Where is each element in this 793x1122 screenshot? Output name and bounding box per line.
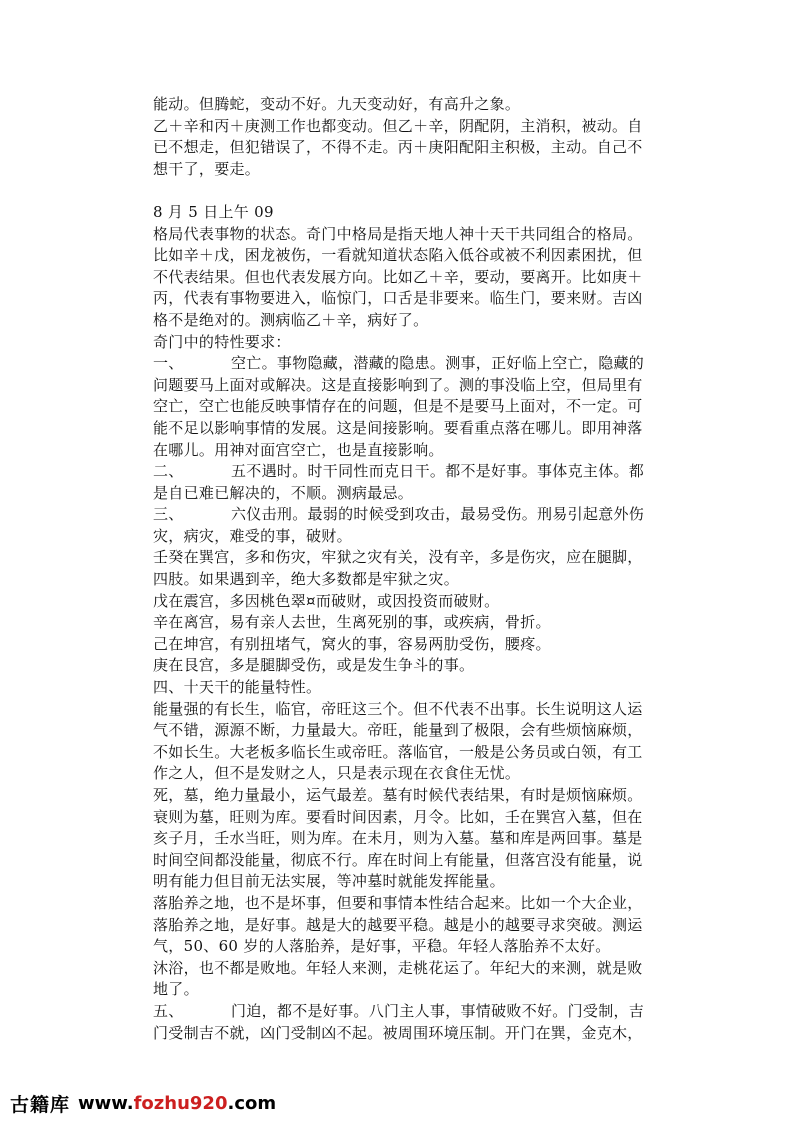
- section-number: 三、: [153, 505, 184, 524]
- text-line: 死，墓，绝力量最小，运气最差。墓有时候代表结果，有时是烦恼麻烦。: [153, 786, 643, 804]
- text-line: 能不足以影响事情的发展。这是间接影响。要看重点落在哪儿。即用神落: [153, 418, 643, 437]
- text-line: 门受制吉不就，凶门受制凶不起。被周围环境压制。开门在巽，金克木，: [153, 1023, 643, 1042]
- blank-line: [153, 180, 673, 202]
- site-name: 古籍库: [10, 1093, 71, 1116]
- section-number: 二、: [153, 462, 184, 481]
- text-line: 沐浴，也不都是败地。年轻人来测，走桃花运了。年纪大的来测，就是败: [153, 958, 643, 977]
- text-line: 庚在艮宫，多是腿脚受伤，或是发生争斗的事。: [153, 656, 475, 675]
- text-line: 丙，代表有事物要进入，临惊门，口舌是非要来。临生门，要来财。吉凶: [153, 289, 643, 308]
- text-line: 乙＋辛和丙＋庚测工作也都变动。但乙＋辛，阴配阴，主消积，被动。自: [153, 116, 643, 135]
- text-line: 灾，病灾，难受的事，破财。: [153, 526, 352, 545]
- text-line: 落胎养之地，也不是坏事，但要和事情本性结合起来。比如一个大企业，: [153, 893, 643, 912]
- text-line: 想干了，要走。: [153, 159, 261, 178]
- text-line: 戊在震宫，多因桃色翠¤而破财，或因投资而破财。: [153, 591, 500, 610]
- text-line: 作之人，但不是发财之人，只是表示现在衣食住无忧。: [153, 764, 521, 783]
- text-line: 地了。: [153, 980, 199, 999]
- text-line: 亥子月，壬水当旺，则为库。在未月，则为入墓。墓和库是两回事。墓是: [153, 829, 643, 848]
- section-text: 五不遇时。时干同性而克日干。都不是好事。事体克主体。都: [231, 462, 645, 481]
- section-text: 六仪击刑。最弱的时候受到攻击，最易受伤。刑易引起意外伤: [231, 505, 645, 524]
- text-line: 气不错，源源不断，力量最大。帝旺，能量到了极限，会有些烦恼麻烦，: [153, 721, 643, 740]
- numbered-paragraph-line: [153, 461, 673, 483]
- numbered-paragraph-line: [153, 1001, 673, 1023]
- text-line: 已不想走，但犯错误了，不得不走。丙＋庚阳配阳主积极，主动。自己不: [153, 138, 643, 157]
- section-text: 空亡。事物隐藏，潜藏的隐患。测事，正好临上空亡，隐藏的: [231, 354, 645, 373]
- site-url-prefix: www.: [78, 1092, 134, 1114]
- text-line: 四、十天干的能量特性。: [153, 678, 322, 697]
- text-line: 不如长生。大老板多临长生或帝旺。落临官，一般是公务员或白领，有工: [153, 742, 643, 761]
- text-line: 格不是绝对的。测病临乙＋辛，病好了。: [153, 310, 429, 329]
- text-line: 时间空间都没能量，彻底不行。库在时间上有能量，但落宫没有能量，说: [153, 850, 643, 869]
- document-body: [153, 94, 673, 1044]
- text-line: 能量强的有长生，临官，帝旺这三个。但不代表不出事。长生说明这人运: [153, 699, 643, 718]
- text-line: 是自已难已解决的，不顺。测病最忌。: [153, 483, 414, 502]
- text-line: 格局代表事物的状态。奇门中格局是指天地人神十天干共同组合的格局。: [153, 224, 643, 243]
- text-line: 落胎养之地，是好事。越是大的越要平稳。越是小的越要寻求突破。测运: [153, 915, 643, 934]
- text-line: 明有能力但目前无法实展，等冲墓时就能发挥能量。: [153, 872, 505, 891]
- text-line: 己在坤宫，有别扭堵气，窝火的事，容易两肋受伤，腰疼。: [153, 634, 551, 653]
- section-number: 五、: [153, 1001, 184, 1020]
- text-line: 8 月 5 日上午 09: [153, 202, 274, 221]
- text-line: 衰则为墓，旺则为库。要看时间因素，月令。比如，壬在巽宫入墓，但在: [153, 807, 643, 826]
- text-line: 辛在离宫，易有亲人去世，生离死别的事，或疾病，骨折。: [153, 613, 551, 632]
- site-url-suffix: .com: [227, 1092, 277, 1114]
- text-line: 奇门中的特性要求：: [153, 332, 291, 351]
- text-line: 比如辛＋戊，困龙被伤，一看就知道状态陷入低谷或被不利因素困扰，但: [153, 246, 643, 265]
- text-line: 空亡，空亡也能反映事情存在的问题，但是不是要马上面对，不一定。可: [153, 397, 643, 416]
- text-line: 不代表结果。但也代表发展方向。比如乙＋辛，要动，要离开。比如庚＋: [153, 267, 643, 286]
- section-text: 门迫，都不是好事。八门主人事，事情破败不好。门受制，吉: [231, 1001, 645, 1020]
- numbered-paragraph-line: [153, 504, 673, 526]
- numbered-paragraph-line: [153, 353, 673, 375]
- watermark-footer: [10, 1088, 276, 1118]
- text-line: 在哪儿。用神对面宫空亡，也是直接影响。: [153, 440, 444, 459]
- text-line: 问题要马上面对或解决。这是直接影响到了。测的事没临上空，但局里有: [153, 375, 643, 394]
- text-line: 壬癸在巽宫，多和伤灾，牢狱之灾有关，没有辛，多是伤灾，应在腿脚，: [153, 548, 643, 567]
- text-line: 能动。但腾蛇，变动不好。九天变动好，有高升之象。: [153, 95, 521, 113]
- site-url-brand: fozhu920: [133, 1092, 228, 1114]
- text-line: 四肢。如果遇到辛，绝大多数都是牢狱之灾。: [153, 570, 460, 589]
- section-number: 一、: [153, 354, 184, 373]
- text-line: 气，50、60 岁的人落胎养，是好事，平稳。年轻人落胎养不太好。: [153, 937, 611, 956]
- site-url[interactable]: [78, 1093, 276, 1114]
